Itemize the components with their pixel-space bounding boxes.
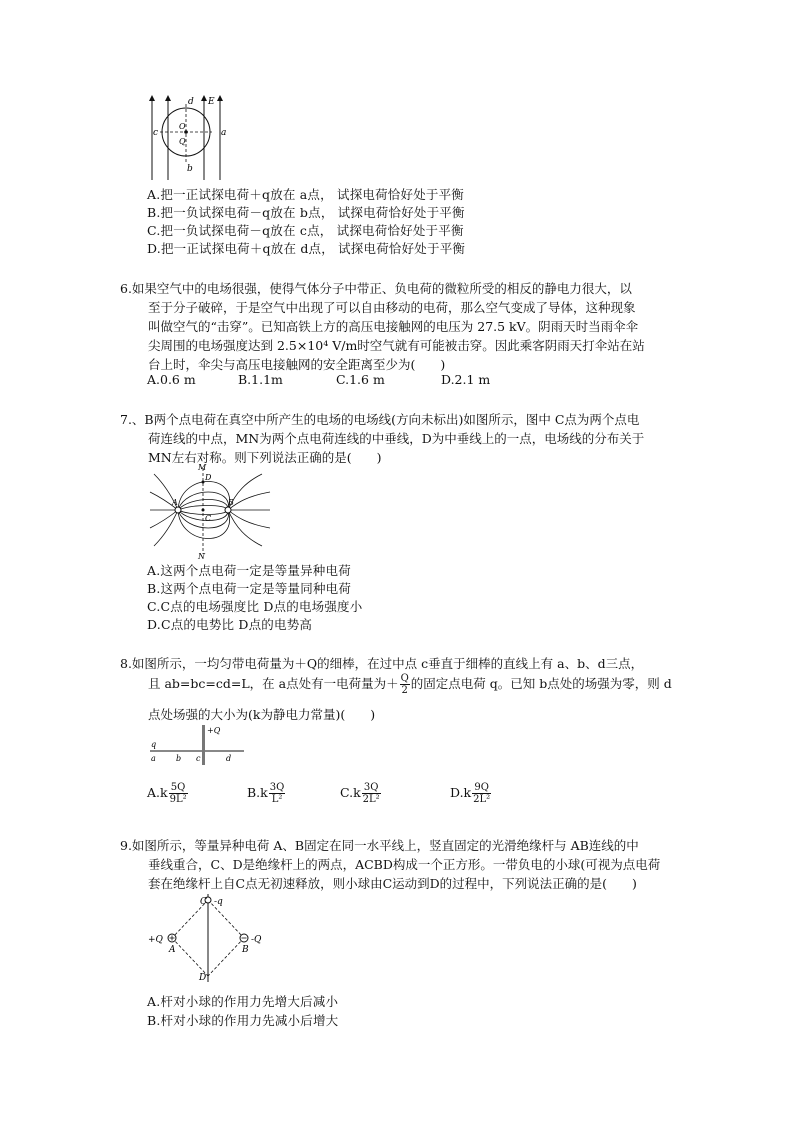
q7-option-a[interactable]: A.这两个点电荷一定是等量异种电荷 [147,563,351,578]
option-frac [269,782,286,805]
label-b: B [242,945,249,955]
q5-figure [142,92,242,182]
option-label: D.k [450,785,472,800]
option-label: A.k [147,785,168,800]
q7-line: 7.、B两个点电荷在真空中所产生的电场的电场线(方向未标出)如图所示，图中 C点为两个点电 [120,412,640,427]
label-b: b [176,754,182,763]
q7-option-c[interactable]: C.C点的电场强度比 D点的电场强度小 [147,599,363,614]
q8-line2a: 且 ab=bc=cd=L，在 a点处有一电荷量为＋ [148,676,399,691]
label-d: D [205,473,212,482]
label-c: C [200,897,207,907]
label-c: c [153,128,159,138]
field-line [228,510,262,546]
q5-option-a[interactable]: A.把一正试探电荷＋q放在 a点， 试探电荷恰好处于平衡 [147,187,465,202]
q7-figure [148,462,272,560]
charged-rod [202,725,205,765]
q5-option-c[interactable]: C.把一负试探电荷－q放在 c点， 试探电荷恰好处于平衡 [147,223,464,238]
option-label: B.k [247,785,268,800]
q7-option-b[interactable]: B.这两个点电荷一定是等量同种电荷 [147,581,352,596]
q6-stem [120,279,700,374]
label-plus-q: +Q [207,726,221,735]
frac-num: 5Q [169,782,188,794]
frac-num: 9Q [472,782,491,794]
label-q: Q [179,137,186,146]
q8-line1: 8.如图所示，一均匀带电荷量为＋Q的细棒，在过中点 c垂直于细棒的直线上有 a、b、d三点， [120,656,644,671]
square-side [172,938,208,976]
q9-figure [145,892,275,984]
label-o: O [179,122,186,131]
label-b: B [228,498,234,507]
field-line [228,492,270,510]
q8-option-a[interactable] [147,782,189,805]
q6-line: 至于分子破碎，于是空气中出现了可以自由移动的电荷，那么空气变成了导体，这种现象 [148,300,636,315]
q8-line2 [148,673,672,696]
label-c: c [196,754,201,763]
q9-line: 垂线重合，C、D是绝缘杆上的两点，ACBD构成一个正方形。一带负电的小球(可视为点电荷 [148,857,661,872]
label-q: q [151,740,157,749]
q6-line: 台上时，伞尖与高压电接触网的安全距离至少为( ) [148,357,446,372]
q7-line: MN左右对称。则下列说法正确的是( ) [148,450,382,465]
q5-option-d[interactable]: D.把一正试探电荷＋q放在 d点， 试探电荷恰好处于平衡 [147,241,466,256]
charge-b [225,507,231,513]
q7-line: 荷连线的中点，MN为两个点电荷连线的中垂线，D为中垂线上的一点，电场线的分布关于 [148,431,645,446]
point-c [202,509,205,512]
option-frac [169,782,188,805]
charge-a [175,507,181,513]
label-a: a [151,754,156,763]
q9-option-b[interactable]: B.杆对小球的作用力先减小后增大 [147,1013,339,1028]
q6-line: 尖周围的电场强度达到 2.5×10⁴ V/m时空气就有可能被击穿。因此乘客阴雨天打伞站在站 [148,338,645,353]
field-line [228,510,270,528]
frac-num: Q [400,673,409,684]
label-b: b [187,164,193,174]
label-d: d [188,97,194,107]
q6-option-b[interactable]: B.1.1m [238,372,283,387]
label-minus-big-q: -Q [251,935,262,945]
label-minus-q: -q [214,897,223,907]
label-n: N [198,552,205,560]
field-line [154,510,178,546]
frac-den: 2L² [362,794,380,805]
q6-line: 6.如果空气中的电场很强，使得气体分子中带正、负电荷的微粒所受的相反的静电力很大，以 [120,281,632,296]
q9-line: 套在绝缘杆上自C点无初速释放，则小球由C运动到D的过程中，下列说法正确的是( ) [148,876,637,891]
label-a: a [221,128,227,138]
label-e: E [208,97,215,107]
q8-line2b: 的固定点电荷 q。已知 b点处的场强为零，则 d [410,676,672,691]
q6-option-a[interactable]: A.0.6 m [147,372,196,387]
q8-line3: 点处场强的大小为(k为静电力常量)( ) [148,707,376,722]
frac-den: 2 [401,685,408,696]
q9-option-a[interactable]: A.杆对小球的作用力先增大后减小 [147,994,339,1009]
label-c: C [205,514,212,523]
q6-option-d[interactable]: D.2.1 m [441,372,491,387]
option-frac [362,782,381,805]
option-frac [472,782,491,805]
frac-den: L² [271,794,283,805]
frac-den: 9L² [169,794,187,805]
q6-line: 叫做空气的“击穿”。已知高铁上方的高压电接触网的电压为 27.5 kV。阴雨天时当雨伞伞 [148,319,639,334]
q7-stem [120,410,700,467]
label-m: M [198,463,207,472]
q9-stem [120,836,700,893]
square-side [208,938,244,976]
q8-option-b[interactable] [247,782,286,805]
q8-figure [148,723,248,767]
q5-option-b[interactable]: B.把一负试探电荷－q放在 b点， 试探电荷恰好处于平衡 [147,205,465,220]
label-a: A [169,945,176,955]
q8-fraction [400,673,410,696]
frac-num: 3Q [362,782,381,794]
frac-num: 3Q [269,782,285,793]
q7-option-d[interactable]: D.C点的电势比 D点的电势高 [147,617,313,632]
q9-line: 9.如图所示，等量异种电荷 A、B固定在同一水平线上，竖直固定的光滑绝缘杆与 AB连线的中 [120,838,639,853]
label-a: A [172,498,178,507]
q8-option-d[interactable] [450,782,492,805]
option-label: C.k [340,785,361,800]
label-d: D [199,973,207,983]
frac-den: 2L² [473,794,491,805]
q8-option-c[interactable] [340,782,382,805]
q6-option-c[interactable]: C.1.6 m [336,372,385,387]
label-plus-q: +Q [148,935,163,945]
label-d: d [226,754,232,763]
